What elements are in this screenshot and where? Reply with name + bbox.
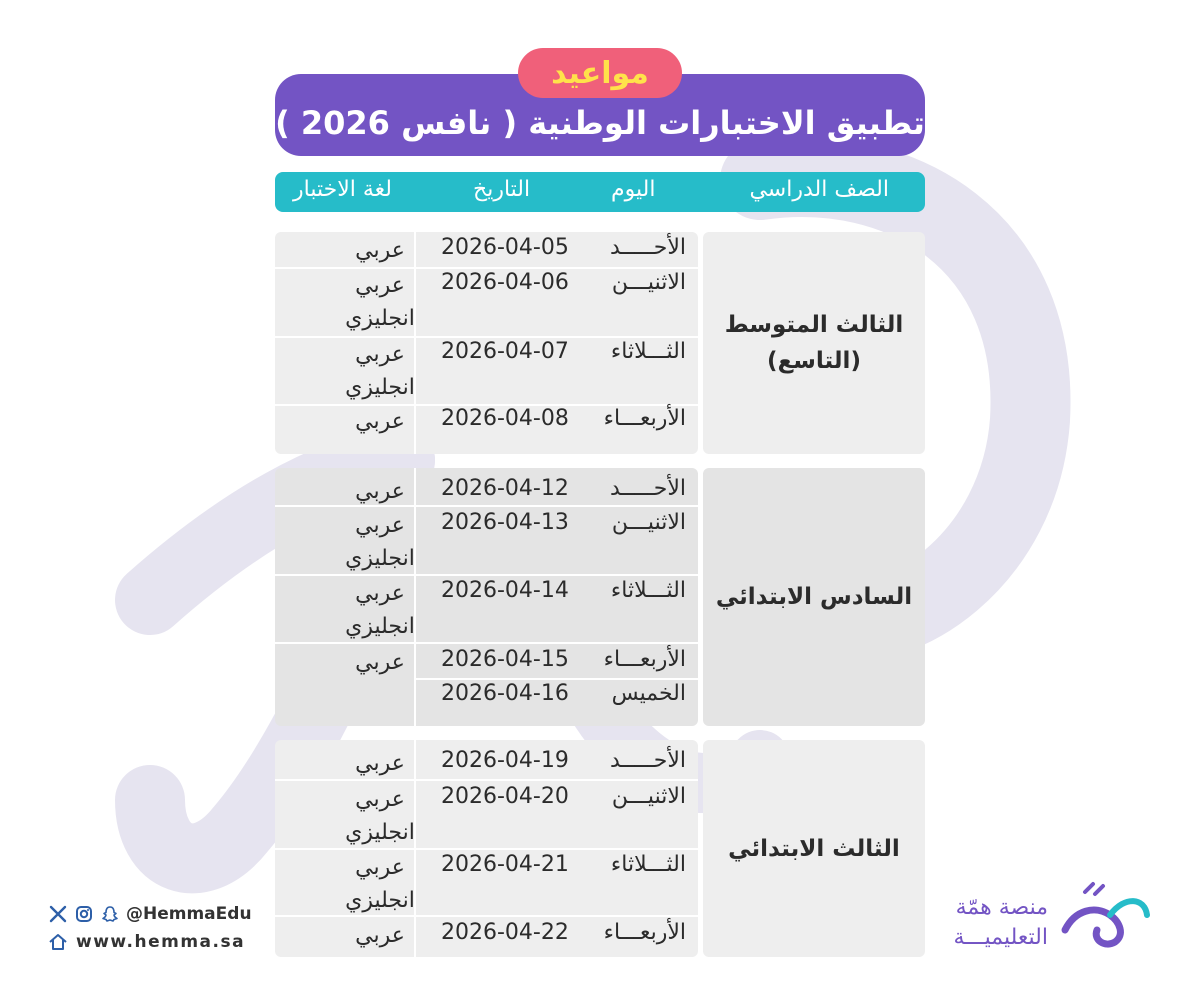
brand-line2: التعليميـــة <box>953 925 1048 950</box>
date-cell: 2026-04-21 <box>441 852 569 877</box>
date-cell: 2026-04-15 <box>441 647 569 672</box>
language-cell: انجليزي <box>345 375 415 400</box>
language-cell: انجليزي <box>345 614 415 639</box>
day-cell: الخميس <box>611 681 686 706</box>
date-cell: 2026-04-22 <box>441 920 569 945</box>
language-cell: عربي <box>355 650 405 675</box>
date-cell: 2026-04-12 <box>441 476 569 501</box>
day-cell: الأربعـــاء <box>603 647 686 672</box>
language-cell: انجليزي <box>345 546 415 571</box>
day-cell: الأحـــــد <box>609 748 686 773</box>
date-cell: 2026-04-14 <box>441 578 569 603</box>
date-cell: 2026-04-19 <box>441 748 569 773</box>
grade-name: الثالث المتوسط <box>724 312 904 338</box>
day-cell: الأحـــــد <box>609 235 686 260</box>
column-day: اليوم <box>611 177 656 202</box>
date-cell: 2026-04-08 <box>441 406 569 431</box>
language-cell: انجليزي <box>345 306 415 331</box>
schedule-group <box>275 740 698 957</box>
date-cell: 2026-04-16 <box>441 681 569 706</box>
hemma-logo-icon <box>1055 880 1155 950</box>
column-date: التاريخ <box>473 177 531 202</box>
date-cell: 2026-04-05 <box>441 235 569 260</box>
language-cell: انجليزي <box>345 820 415 845</box>
page-title: تطبيق الاختبارات الوطنية ( نافس 2026 ) <box>275 104 925 142</box>
day-cell: الأربعـــاء <box>603 920 686 945</box>
schedule-pill <box>518 48 682 98</box>
column-language: لغة الاختبار <box>293 177 392 202</box>
pill-text: مواعيد <box>551 55 649 91</box>
language-cell: عربي <box>355 238 405 263</box>
language-cell: عربي <box>355 787 405 812</box>
language-cell: عربي <box>355 923 405 948</box>
grade-name: الثالث الابتدائي <box>728 835 900 862</box>
grade-cell <box>703 468 925 726</box>
instagram-icon[interactable] <box>74 904 94 924</box>
column-header-bar <box>275 172 925 212</box>
day-cell: الأحـــــد <box>609 476 686 501</box>
day-cell: الثـــلاثاء <box>610 578 686 603</box>
day-cell: الثـــلاثاء <box>610 339 686 364</box>
language-cell: عربي <box>355 273 405 298</box>
day-cell: الاثنيـــن <box>611 510 686 535</box>
day-cell: الاثنيـــن <box>611 784 686 809</box>
language-cell: عربي <box>355 513 405 538</box>
language-cell: عربي <box>355 751 405 776</box>
x-icon[interactable] <box>48 904 68 924</box>
schedule-group <box>275 232 698 454</box>
grade-cell <box>703 232 925 454</box>
language-cell: عربي <box>355 855 405 880</box>
brand-line1: منصة همّة <box>955 895 1048 920</box>
grade-name: السادس الابتدائي <box>715 584 913 610</box>
language-cell: انجليزي <box>345 888 415 913</box>
date-cell: 2026-04-06 <box>441 270 569 295</box>
schedule-group <box>275 468 698 726</box>
grade-subname: (التاسع) <box>767 348 861 374</box>
language-cell: عربي <box>355 479 405 504</box>
language-cell: عربي <box>355 409 405 434</box>
day-cell: الاثنيـــن <box>611 270 686 295</box>
language-cell: عربي <box>355 581 405 606</box>
language-cell: عربي <box>355 342 405 367</box>
column-grade: الصف الدراسي <box>749 177 889 202</box>
social-handle[interactable]: @HemmaEdu <box>126 904 252 924</box>
grade-cell <box>703 740 925 957</box>
day-cell: الأربعـــاء <box>603 406 686 431</box>
brand-name <box>918 893 1048 953</box>
snapchat-icon[interactable] <box>100 904 120 924</box>
website-link[interactable]: www.hemma.sa <box>76 932 246 952</box>
date-cell: 2026-04-13 <box>441 510 569 535</box>
day-cell: الثـــلاثاء <box>610 852 686 877</box>
footer-contact <box>48 904 252 952</box>
date-cell: 2026-04-20 <box>441 784 569 809</box>
home-icon <box>48 932 68 952</box>
date-cell: 2026-04-07 <box>441 339 569 364</box>
